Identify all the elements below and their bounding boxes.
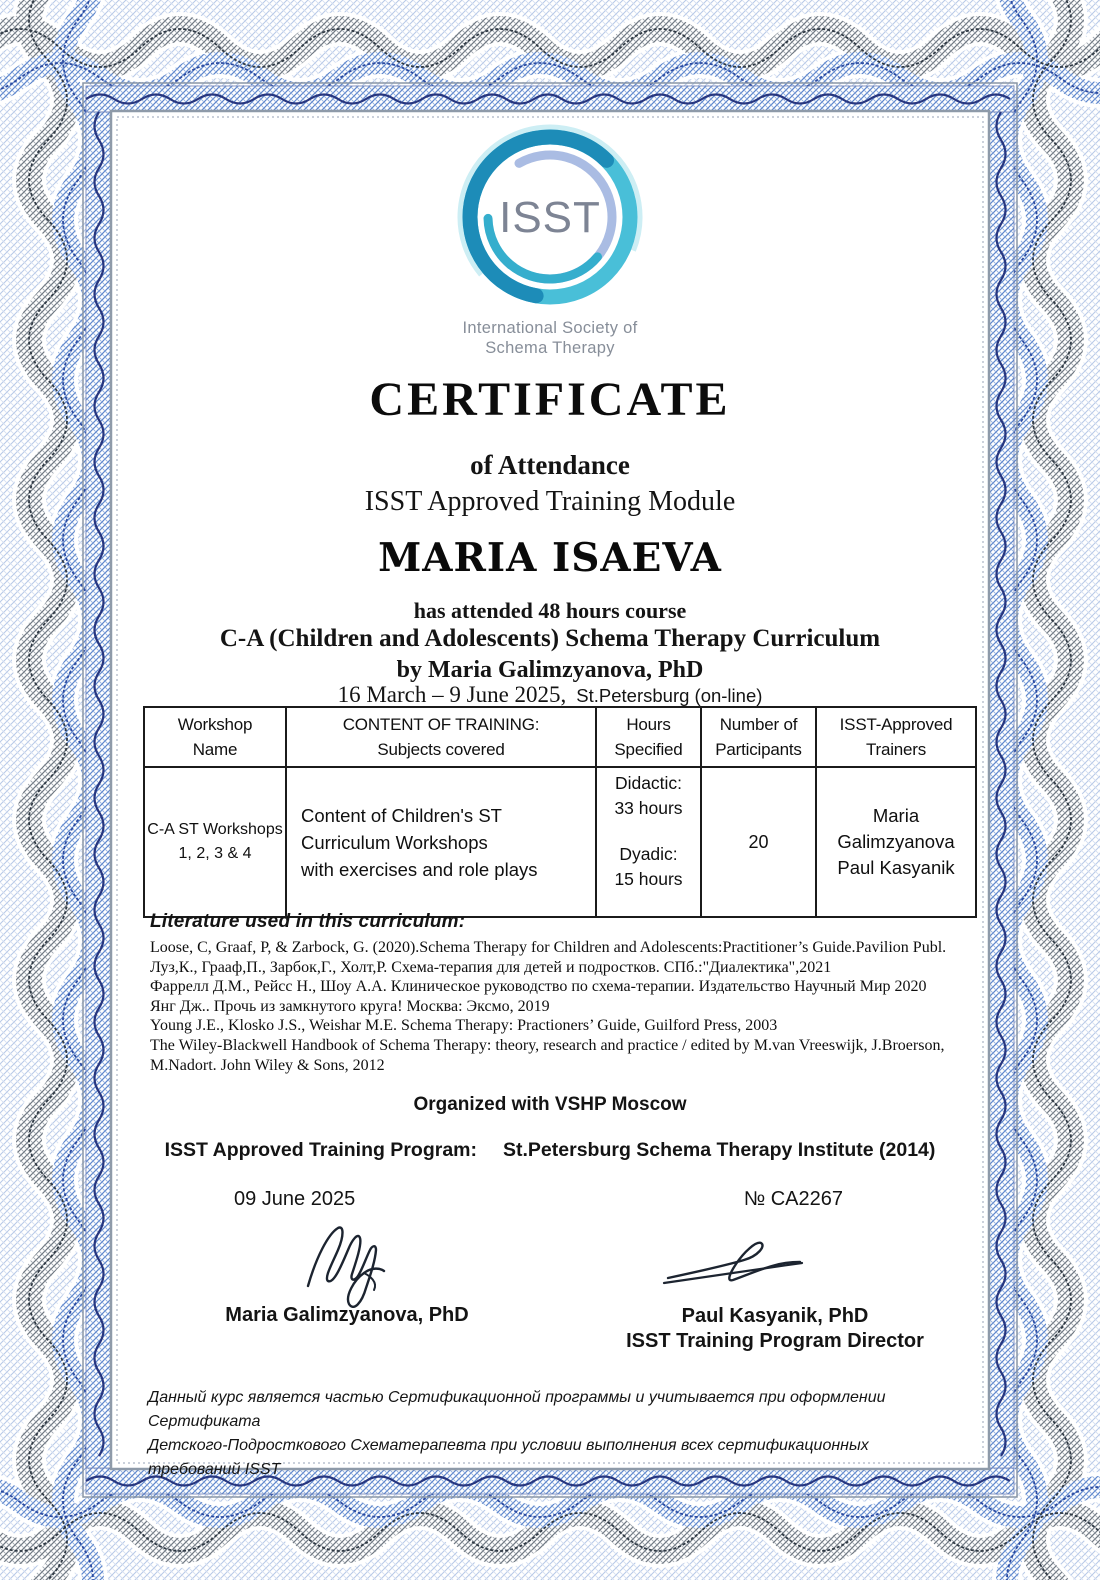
content-line: with exercises and role plays (301, 858, 538, 880)
course-date-line (112, 682, 988, 708)
header-line: Trainers (865, 740, 927, 759)
logo-caption (112, 318, 988, 358)
col-header-content-of-training (286, 707, 596, 767)
hours-line: 15 hours (614, 869, 683, 889)
course-location: St.Petersburg (on-line) (576, 685, 763, 706)
logo-caption-line2: Schema Therapy (485, 339, 615, 357)
course-title-line: C-A (Children and Adolescents) Schema Therapy Curriculum (219, 625, 881, 652)
signature-left (294, 1216, 406, 1308)
note-line-1: Данный курс является частью Сертификационной программы и учитывается при оформлении Сертификата (148, 1389, 886, 1430)
signature-right (660, 1234, 820, 1292)
hours-line: 33 hours (614, 798, 683, 818)
col-header-hours-specified (596, 707, 701, 767)
workshop-line: C-A ST Workshops (147, 821, 283, 838)
organized-line: Organized with VSHP Moscow (413, 1094, 687, 1115)
certificate-title: CERTIFICATE (369, 373, 731, 426)
literature-item: Young J.E., Klosko J.S., Weishar M.E. Schema Therapy: Practioners’ Guide, Guilford Press, 2003 (150, 1017, 778, 1035)
training-table (143, 706, 977, 918)
signer-right-title: ISST Training Program Director (626, 1330, 924, 1352)
approved-program-line (112, 1139, 988, 1162)
course-hours-line: has attended 48 hours course (413, 598, 687, 623)
content-line: Curriculum Workshops (301, 831, 488, 853)
header-line: Subjects covered (377, 740, 505, 759)
header-line: CONTENT OF TRAINING: (342, 715, 540, 734)
literature-item: Фаррелл Д.М., Рейсс Н., Шоу А.А. Клиническое руководство по схема-терапии. Издательство Научный Мир 2020 (150, 978, 927, 996)
issue-date: 09 June 2025 (234, 1188, 356, 1210)
signer-right-name: Paul Kasyanik, PhD (681, 1305, 869, 1327)
logo-caption-line1: International Society of (462, 319, 638, 337)
literature-item: The Wiley-Blackwell Handbook of Schema Therapy: theory, research and practice / edited by M.van Vreeswijk, J.Broerson, M.Nadort. John Wiley & Sons, 2012 (150, 1036, 945, 1074)
certification-note (148, 1386, 960, 1482)
signer-right-block (607, 1304, 943, 1354)
header-line: Number of (719, 715, 798, 734)
header-line: Name (192, 740, 238, 759)
signer-left-name: Maria Galimzyanova, PhD (225, 1304, 469, 1326)
recipient-name: MARIA ISAEVA (378, 535, 722, 581)
literature-list (150, 938, 956, 1075)
course-date-range: 16 March – 9 June 2025, (337, 682, 567, 707)
cell-number-of-participants: 20 (701, 767, 816, 917)
header-line: Participants (715, 740, 802, 759)
isst-logo (112, 120, 988, 318)
certificate-subtitle: of Attendance (470, 450, 630, 480)
table-header-row (144, 707, 976, 767)
certificate-content (112, 112, 988, 1478)
literature-heading: Literature used in this curriculum: (150, 911, 466, 932)
hours-line: Dyadic: (619, 844, 678, 864)
literature-item: Янг Дж.. Прочь из замкнутого круга! Москва: Эксмо, 2019 (150, 997, 550, 1015)
date-number-row (112, 1188, 988, 1211)
certificate-number: № CA2267 (743, 1188, 843, 1210)
header-line: Specified (614, 740, 683, 759)
col-header-isst-approved-trainers (816, 707, 976, 767)
hours-gap (597, 821, 700, 842)
hours-line: Didactic: (614, 773, 683, 793)
cell-hours-specified (596, 767, 701, 917)
training-module-line: ISST Approved Training Module (364, 486, 736, 517)
trainer-name: Paul Kasyanik (837, 857, 955, 878)
note-line-2: Детского-Подросткового Схематерапевта при условии выполнения всех сертификационных требований ISST (148, 1437, 869, 1478)
content-line: Content of Children's ST (301, 804, 502, 826)
program-label: ISST Approved Training Program: (164, 1139, 477, 1161)
workshop-line: 1, 2, 3 & 4 (178, 845, 252, 862)
isst-logo-mark (451, 120, 649, 318)
logo-text-isst: ISST (499, 193, 601, 242)
table-row (144, 767, 976, 917)
program-value: St.Petersburg Schema Therapy Institute (2014) (503, 1139, 936, 1161)
cell-content-of-training (286, 767, 596, 917)
header-line: ISST-Approved (839, 715, 953, 734)
course-author-line: by Maria Galimzyanova, PhD (396, 657, 704, 683)
col-header-number-of-participants (701, 707, 816, 767)
literature-item: Луз,К., Грааф,П., Зарбок,Г., Холт,Р. Схема-терапия для детей и подростков. СПб.:"Диалектика",2021 (150, 958, 832, 976)
col-header-workshop-name (144, 707, 286, 767)
header-line: Hours (626, 715, 671, 734)
trainer-name: Maria Galimzyanova (837, 805, 955, 852)
literature-item: Loose, C, Graaf, P, & Zarbock, G. (2020).Schema Therapy for Children and Adolescents:Practitioner’s Guide.Pavilion Publ. (150, 939, 947, 956)
cell-trainers (816, 767, 976, 917)
cell-workshop-name (144, 767, 286, 917)
header-line: Workshop (177, 715, 253, 734)
